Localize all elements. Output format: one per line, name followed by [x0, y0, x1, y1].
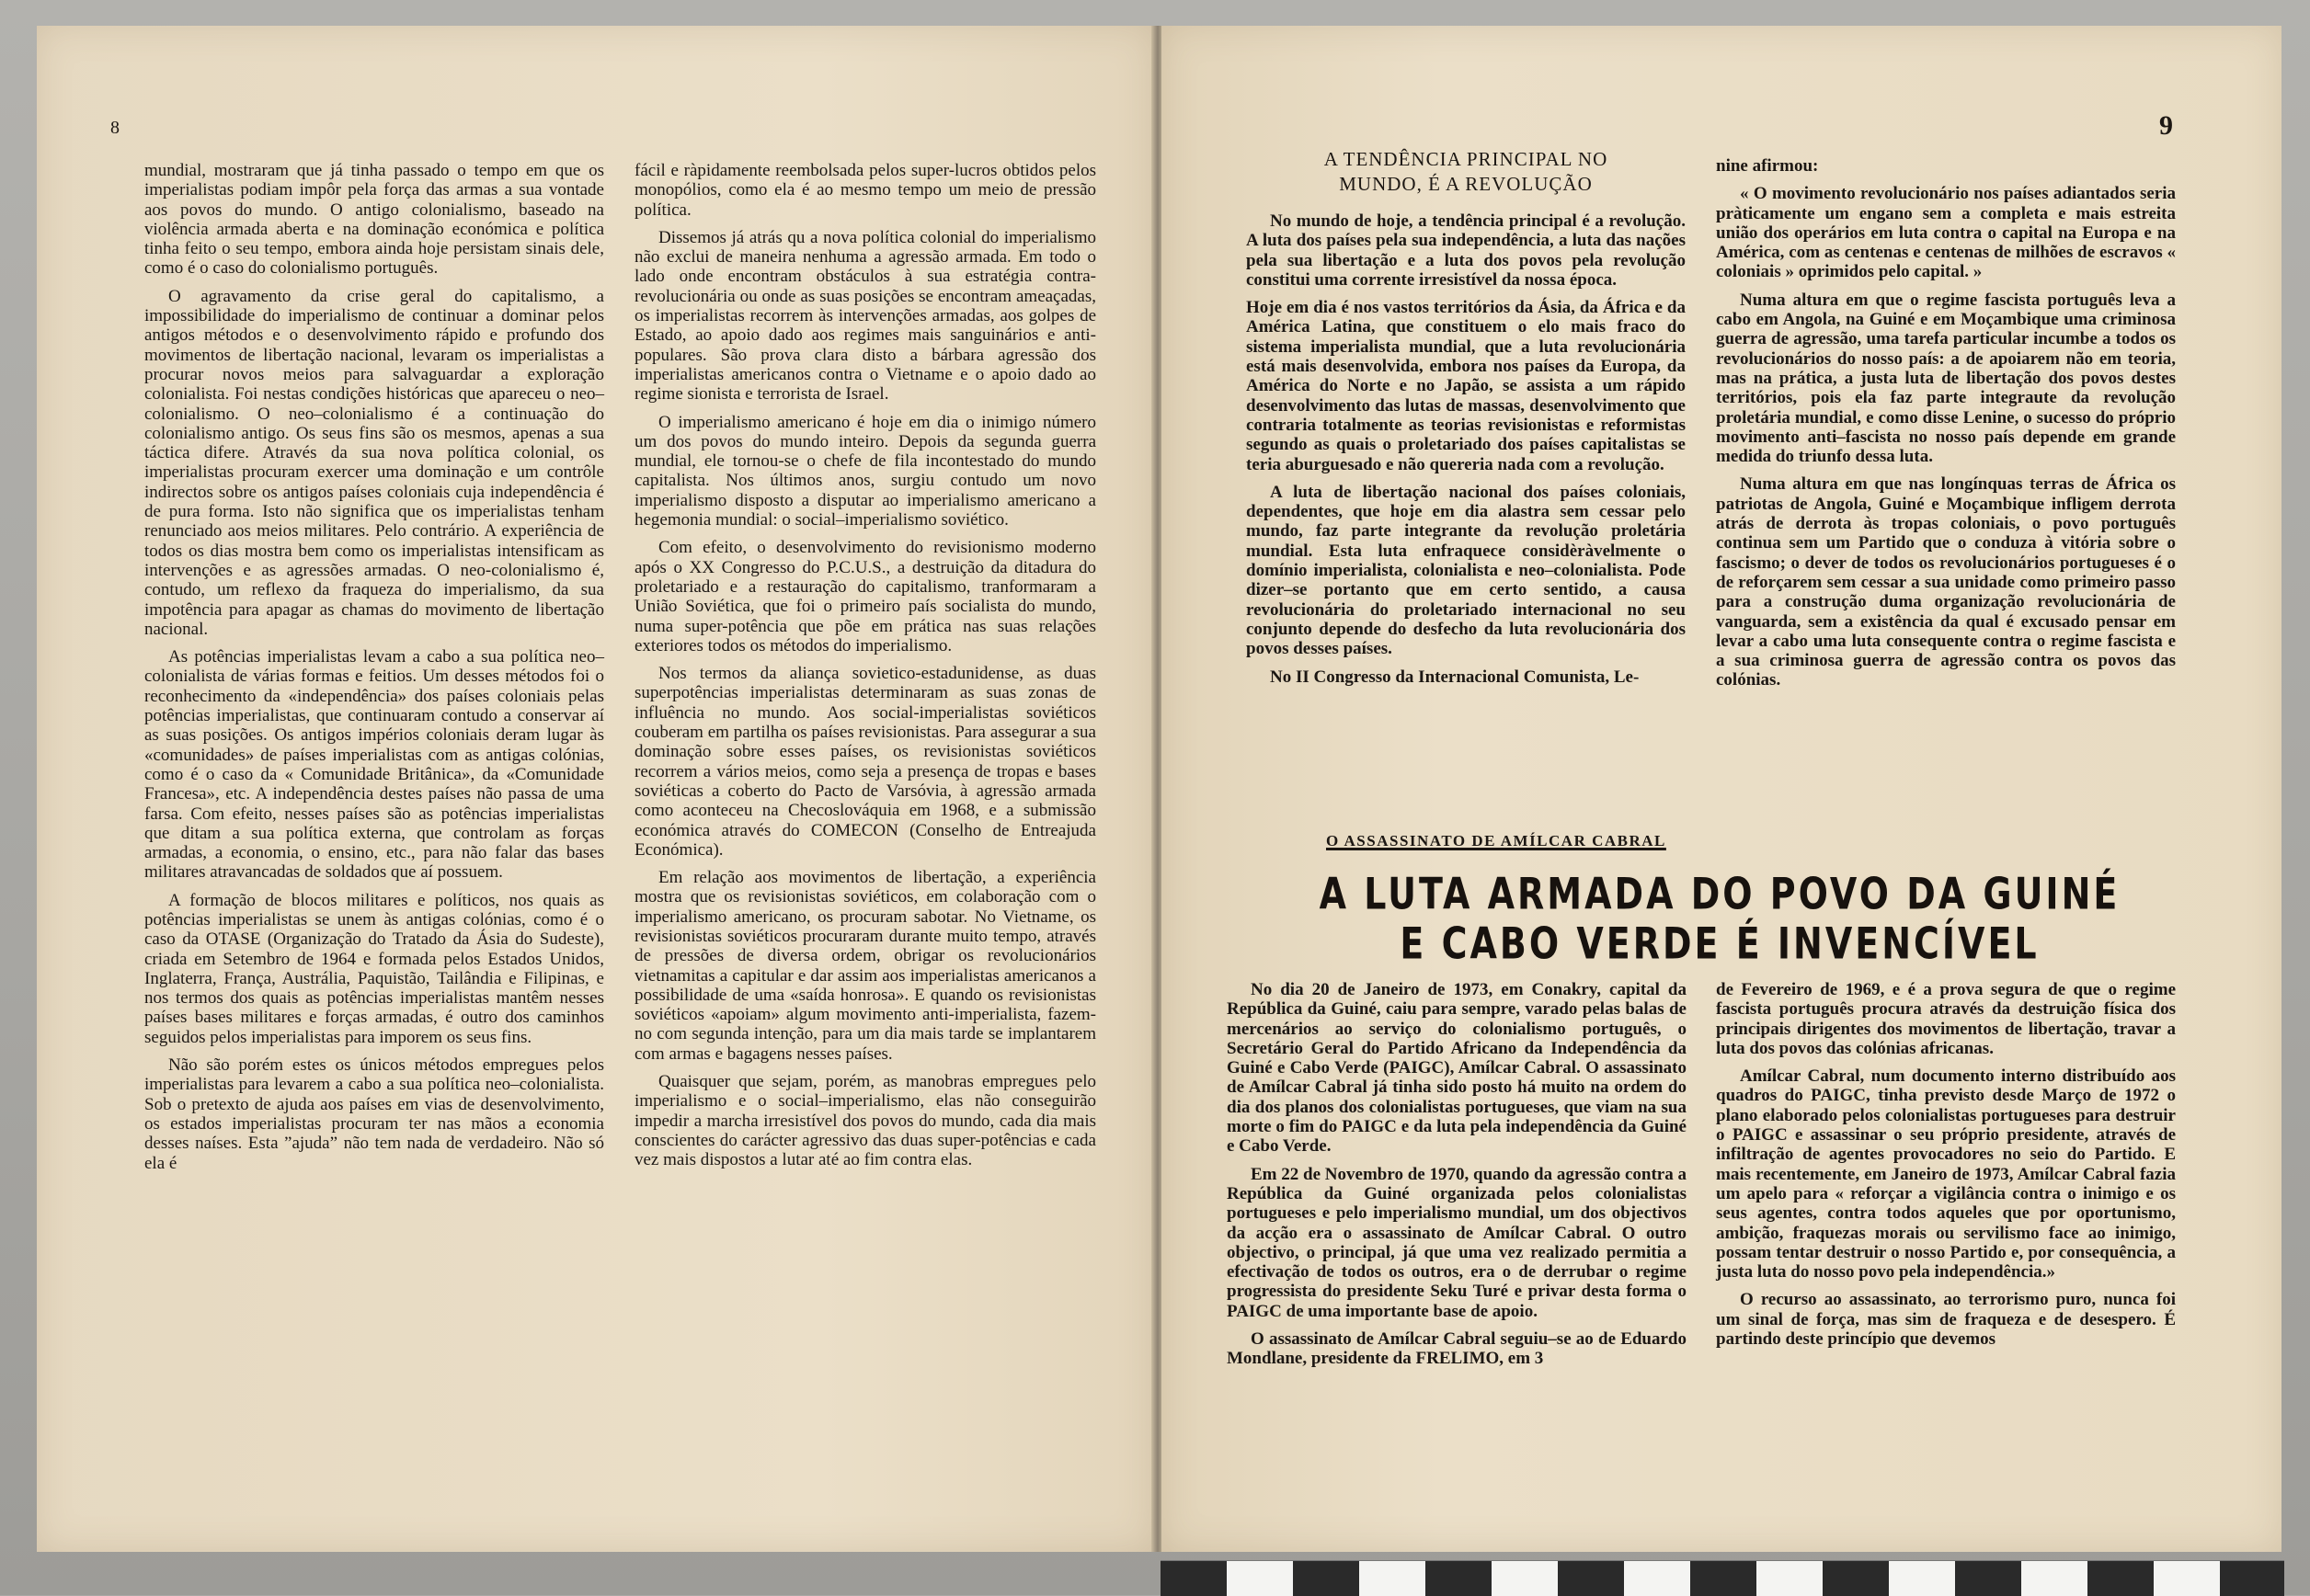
ruler-segment [1161, 1561, 1227, 1596]
paragraph: Com efeito, o desenvolvimento do revisionismo moderno após o XX Congresso do P.C.U.S., a destruição da ditadura do proletariado e a restauração do capitalismo, tranformaram a União Soviética, que foi o primeiro país socialista do mundo, numa super-potência que põe em prática nas suas relações exteriores todos os métodos do imperialismo. [635, 538, 1096, 656]
ruler-segment [1690, 1561, 1756, 1596]
paragraph: Numa altura em que nas longínquas terras de África os patriotas de Angola, Guiné e Moçambique infligem derrota atrás de derrota às tropas coloniais, o povo português continua sem um Partido que o conduza à vitória sobre o fascismo; o dever de todos os revolucionários portugueses é o de reforçarem sem cessar a sua unidade como primeiro passo para a construção duma organização revolucionária de vanguarda, sem a existência da qual é excusado pensar em levar a cabo uma luta consequente contra o regime fascista e a sua criminosa guerra de agressão contra os povos das colónias. [1716, 474, 2176, 690]
paragraph: Dissemos já atrás qu a nova política colonial do imperialismo não exclui de maneira nenhuma a agressão armada. Em todo o lado onde encontram obstáculos à sua estratégia contra-revolucionária ou onde as suas posições se encontram ameaçadas, os imperialistas recorrem às intervenções armadas, aos golpes de Estado, ao apoio dado aos regimes mais sanguinários e anti-populares. São prova clara disto a bárbara agressão dos imperialistas americanos contra o Vietname e o apoio dado ao regime sionista e terrorista de Israel. [635, 227, 1096, 405]
paragraph: A luta de libertação nacional dos países coloniais, dependentes, que hoje em dia alastra sem cessar pelo mundo, faz parte integrante da revolução proletária mundial. Esta luta enfraquece considèràvelmente o domínio imperialista, colonialista e neo–colonialista. Pode dizer–se portanto que em certo sentido, a causa revolucionária do proletariado internacional no seu conjunto depende do desfecho da luta revolucionária dos povos desses países. [1246, 482, 1686, 659]
ruler-segment [1823, 1561, 1889, 1596]
page-number-left: 8 [110, 118, 120, 138]
paragraph: A formação de blocos militares e políticos, nos quais as potências imperialistas se unem às antigas colónias, como é o caso da OTASE (Organização do Tratado da Ásia do Sudeste), criada em Setembro de 1964 e formada pelos Estados Unidos, Inglaterra, França, Austrália, Paquistão, Tailândia e Filipinas, e nos termos dos quais as potências imperialistas mantêm nesses países bases militares e forças armadas, é outro dos caminhos seguidos pelos imperialistas para imporem os seus fins. [144, 890, 604, 1047]
article-headline-line-1: A LUTA ARMADA DO POVO DA GUINÉ [1319, 868, 2121, 919]
right-top-column-1 [1246, 147, 1686, 687]
ruler-segment [1425, 1561, 1492, 1596]
paragraph: Em 22 de Novembro de 1970, quando da agressão contra a República da Guiné organizada pelos colonialistas portugueses e pelo imperialismo mundial, um dos objectivos da acção era o assassinato de Amílcar Cabral. O outro objectivo, o principal, já que uma vez realizado permitia a efectivação de todos os outros, era o de derrubar o regime progressista do presidente Seku Turé e privar desta forma o PAIGC de uma importante base de apoio. [1227, 1164, 1687, 1321]
paragraph: Quaisquer que sejam, porém, as manobras empregues pelo imperialismo e o social–imperialismo, elas não conseguirão impedir a marcha irresistível dos povos do mundo, cada dia mais conscientes do carácter agressivo das duas super-potências e cada vez mais dispostos a lutar até ao fim contra elas. [635, 1072, 1096, 1170]
section-title-line: A TENDÊNCIA PRINCIPAL NO [1323, 148, 1608, 170]
scan-ruler [1161, 1560, 2284, 1596]
paragraph: O assassinato de Amílcar Cabral seguiu–se ao de Eduardo Mondlane, presidente da FRELIMO, em 3 [1227, 1329, 1687, 1369]
paragraph: O imperialismo americano é hoje em dia o inimigo número um dos povos do mundo inteiro. Depois da segunda guerra mundial, ele tornou-se o chefe de fila incontestado do mundo capitalista. Nos últimos anos, surgiu contudo um novo imperialismo disposto a disputar ao imperialismo americano a hegemonia mundial: o social–imperialismo soviético. [635, 412, 1096, 530]
ruler-segment [2087, 1561, 2154, 1596]
ruler-segment [1558, 1561, 1624, 1596]
left-column-2 [635, 161, 1096, 1170]
paragraph: Hoje em dia é nos vastos territórios da Ásia, da África e da América Latina, que constituem o elo mais fraco do sistema imperialista mundial, que a luta revolucionária está mais desenvolvida, embora nos países da Europa, da América do Norte e no Japão, se assista a um rápido desenvolvimento das lutas de massas, desenvolvimento que contraria totalmente as teorias revisionistas e reformistas segundo as quais o proletariado dos países capitalistas se teria aburguesado e não quereria nada com a revolução. [1246, 298, 1686, 474]
paragraph: Numa altura em que o regime fascista português leva a cabo em Angola, na Guiné e em Moçambique uma criminosa guerra de agressão, uma tarefa particular incumbe a todos os revolucionários do nosso país: a de apoiarem não em teoria, mas na prática, a justa luta de libertação dos povos destes territórios, pois ela faz parte integraute da revolução proletária mundial, e como disse Lenine, o sucesso do próprio movimento anti–fascista no nosso país depende em grande medida do triunfo dessa luta. [1716, 290, 2176, 467]
article-column-1 [1227, 980, 1687, 1369]
article-headline-line-2: E CABO VERDE É INVENCÍVEL [1400, 918, 2040, 969]
article-kicker: O ASSASSINATO DE AMÍLCAR CABRAL [1326, 832, 1666, 849]
ruler-segment [1293, 1561, 1359, 1596]
paragraph: As potências imperialistas levam a cabo a sua política neo–colonialista de várias formas e feitios. Um desses métodos foi o reconhecimento da «independência» dos países coloniais pelas potências imperialistas, que continuaram contudo a conservar aí as suas posições. Os antigos impérios coloniais deram lugar às «comunidades» de países imperialistas com as antigas colónias, como é o caso da « Comunidade Britânica», da «Comunidade Francesa», etc. A independência destes países não passa de uma farsa. Com efeito, nesses países são as potências imperialistas que ditam a sua política externa, que controlam as forças armadas, a economia, o ensino, etc., para não falar das bases militares atravancadas de soldados que aí possuem. [144, 647, 604, 883]
paragraph: O agravamento da crise geral do capitalismo, a impossibilidade do imperialismo de continuar a dominar pelos antigos métodos e o desenvolvimento rápido e profundo dos movimentos de libertação nacional, levaram os imperialistas a procurar novos meios para salvaguardar a exploração colonialista. Foi nestas condições históricas que apareceu o neo–colonialismo. O neo–colonialismo é a continuação do colonialismo antigo. Os seus fins são os mesmos, apenas a sua táctica difere. Através da sua nova política colonial, os imperialistas procuram exercer uma dominação e um contrôle indirectos sobre os antigos países coloniais cuja independência é de pura forma. Isto não significa que os imperialistas tenham renunciado aos meios militares. Pelo contrário. A experiência de todos os dias mostra bem como os imperialistas intensificam as intervenções e as agressões armadas. O neo-colonialismo é, contudo, um reflexo da fraqueza do imperialismo, da sua impotência para apagar as chamas do movimento de libertação nacional. [144, 286, 604, 639]
paragraph: de Fevereiro de 1969, e é a prova segura de que o regime fascista português procura através da destruição física dos principais dirigentes dos movimentos de libertação, travar a luta dos povos das colónias africanas. [1716, 980, 2176, 1058]
paragraph: No II Congresso da Internacional Comunista, Le- [1270, 667, 1640, 687]
paragraph: mundial, mostraram que já tinha passado o tempo em que os imperialistas podiam impôr pela força das armas a sua vontade aos povos do mundo. O antigo colonialismo, baseado na violência armada aberta e na dominação económica e política tinha feito o seu tempo, embora ainda hoje persistam sinais dele, como é o caso do colonialismo português. [144, 161, 604, 279]
paragraph: No mundo de hoje, a tendência principal é a revolução. A luta dos países pela sua independência, a luta das nações pela sua libertação e a luta dos povos pela revolução constitui uma corrente irresistível da nossa época. [1246, 211, 1686, 290]
ruler-segment [1955, 1561, 2021, 1596]
paragraph: No dia 20 de Janeiro de 1973, em Conakry, capital da República da Guiné, caiu para sempre, varado pelas balas de mercenários ao serviço do colonialismo português, o Secretário Geral do Partido Africano da Independência da Guiné e Cabo Verde (PAIGC), Amílcar Cabral. O assassinato de Amílcar Cabral já tinha sido posto há muito na ordem do dia dos planos dos colonialistas portugueses, que viam na sua morte o fim do PAIGC e da luta pela independência da Guiné e Cabo Verde. [1227, 980, 1687, 1157]
paragraph: Nos termos da aliança sovietico-estadunidense, as duas superpotências imperialistas determinaram as suas zonas de influência no mundo. Aos social-imperialistas soviéticos couberam em partilha os países revisionistas. Para assegurar a sua dominação sobre esses países, os revisionistas soviéticos recorrem a vários meios, como seja a presença de tropas e bases soviéticas a coberto do Pacto de Varsóvia, à agressão armada como aconteceu na Checoslováquia em 1968, e a submissão económica através do COMECON (Conselho de Entreajuda Económica). [635, 664, 1096, 860]
page-number-right: 9 [2159, 110, 2173, 141]
section-title [1246, 147, 1686, 197]
paragraph: Amílcar Cabral, num documento interno distribuído aos quadros do PAIGC, tinha previsto desde Março de 1972 o plano elaborado pelos colonialistas portugueses para destruir o PAIGC e assassinar o seu próprio presidente, através de infiltração de agentes provocadores no seio do Partido. E mais recentemente, em Janeiro de 1973, Amílcar Cabral fazia um apelo para « reforçar a vigilância contra o inimigo e os seus agentes, contra todos aqueles que por oportunismo, ambição, fraquezas morais ou servilismo face ao inimigo, possam tentar destruir o nosso Partido e, por consequência, a justa luta do nosso povo pela independência.» [1716, 1066, 2176, 1282]
right-top-column-2 [1716, 156, 2176, 690]
paragraph: O recurso ao assassinato, ao terrorismo puro, nunca foi um sinal de força, mas sim de fraqueza e de desespero. É partindo deste princípio que devemos [1716, 1290, 2176, 1350]
ruler-segment [2220, 1561, 2284, 1596]
quote-paragraph: « O movimento revolucionário nos países adiantados seria pràticamente um engano sem a completa e mais estreita união dos operários em luta contra o capital na Europa e na América, com as centenas e centenas de milhões de escravos « coloniais » oprimidos pelo capital. » [1716, 184, 2176, 282]
paragraph: fácil e ràpidamente reembolsada pelos super-lucros obtidos pelos monopólios, como ela é ao mesmo tempo um meio de pressão política. [635, 161, 1096, 220]
paragraph: Não são porém estes os únicos métodos empregues pelos imperialistas para levarem a cabo a sua política neo–colonialista. Sob o pretexto de ajuda aos países em vias de desenvolvimento, os estados imperialistas procuram ter nas mãos a economia desses naíses. Esta ”ajuda” não tem nada de verdadeiro. Não só ela é [144, 1055, 604, 1173]
left-column-1 [144, 161, 604, 1173]
paragraph: Em relação aos movimentos de libertação, a experiência mostra que os revisionistas soviéticos, em colaboração com o imperialismo americano, os procuram sabotar. No Vietname, os revisionistas soviéticos procuraram durante muito tempo, através de pressões de diversa ordem, obrigar os revolucionários vietnamitas a capitular e dar assim aos imperialistas americanos a possibilidade de uma «saída honrosa». E quando os revisionistas soviéticos «apoiam» algum movimento anti-imperialista, fazem-no com segunda intenção, para um dia mais tarde se implantarem com armas e bagagens nesses países. [635, 868, 1096, 1064]
paragraph: nine afirmou: [1716, 156, 1819, 176]
article-column-2 [1716, 980, 2176, 1349]
section-title-line: MUNDO, É A REVOLUÇÃO [1339, 173, 1593, 195]
